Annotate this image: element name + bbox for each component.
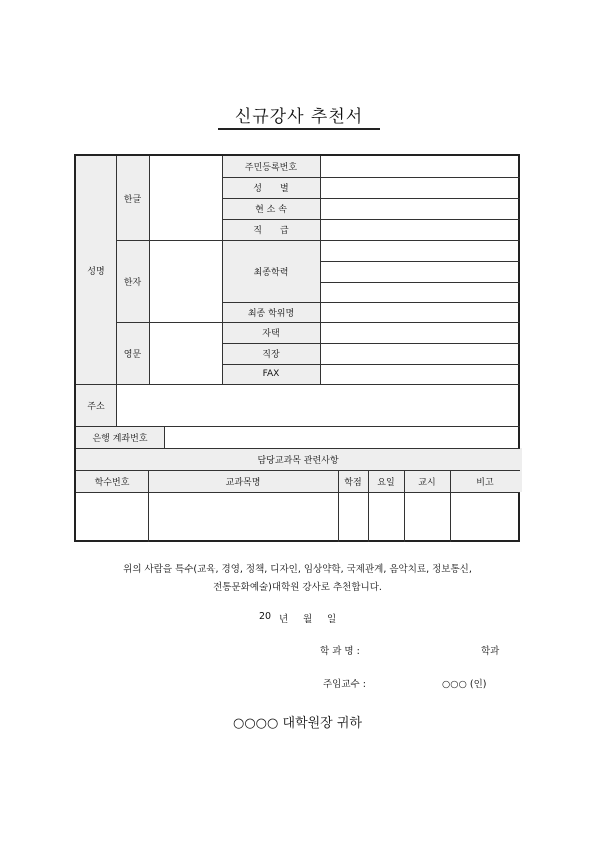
row-divider — [76, 492, 520, 493]
date-year-prefix: 20 — [259, 611, 272, 622]
professor-label: 주임교수 : — [323, 679, 366, 690]
page-title: 신규강사 추천서 — [234, 107, 364, 127]
degree-label: 최종 학위명 — [247, 308, 295, 319]
date-day: 일 — [327, 614, 337, 625]
row-divider — [320, 261, 520, 262]
work-phone-label: 직장 — [262, 350, 280, 360]
recommendation-statement-line2: 전통문화예술)대학원 강사로 추천합니다. — [213, 582, 382, 593]
course-col-code: 학수번호 — [94, 477, 130, 488]
gender-label: 성 별 — [253, 184, 289, 194]
course-col-credit: 학점 — [344, 477, 362, 488]
course-col-period: 교시 — [418, 477, 436, 488]
home-phone-label: 자택 — [262, 329, 280, 339]
column-divider — [164, 426, 165, 448]
course-section-label: 담당교과목 관련사항 — [257, 455, 339, 466]
department-suffix: 학과 — [481, 646, 500, 657]
column-divider — [116, 384, 117, 426]
rrn-label: 주민등록번호 — [244, 163, 298, 173]
date-month: 월 — [303, 614, 313, 625]
affiliation-label: 현 소 속 — [255, 205, 287, 215]
recommendation-statement-line1: 위의 사람을 특수(교육, 경영, 정책, 디자인, 임상약학, 국제관계, 음악치료, 정보통신, — [123, 564, 472, 575]
title-underline — [218, 128, 380, 130]
column-divider — [320, 156, 321, 384]
english-label: 영문 — [123, 349, 142, 360]
department-label: 학 과 명 : — [320, 646, 360, 657]
date-year: 년 — [279, 614, 289, 625]
column-divider — [149, 156, 150, 384]
addressee-footer: ○○○○ 대학원장 귀하 — [233, 716, 362, 731]
course-col-title: 교과목명 — [225, 477, 261, 488]
course-col-remarks: 비고 — [476, 477, 494, 488]
row-divider — [320, 282, 520, 283]
row-divider — [76, 384, 520, 385]
course-col-day: 요일 — [377, 477, 395, 488]
name-label: 성명 — [87, 266, 105, 277]
address-label: 주소 — [87, 401, 105, 412]
position-label: 직 급 — [253, 226, 289, 236]
hangul-label: 한글 — [123, 194, 142, 205]
application-form-table — [74, 154, 520, 542]
hanja-label: 한자 — [123, 277, 142, 288]
fax-label: FAX — [262, 369, 280, 379]
bank-account-label: 은행 계좌번호 — [92, 433, 148, 444]
professor-seal-placeholder: ○○○ (인) — [442, 679, 487, 690]
education-label: 최종학력 — [253, 267, 289, 278]
